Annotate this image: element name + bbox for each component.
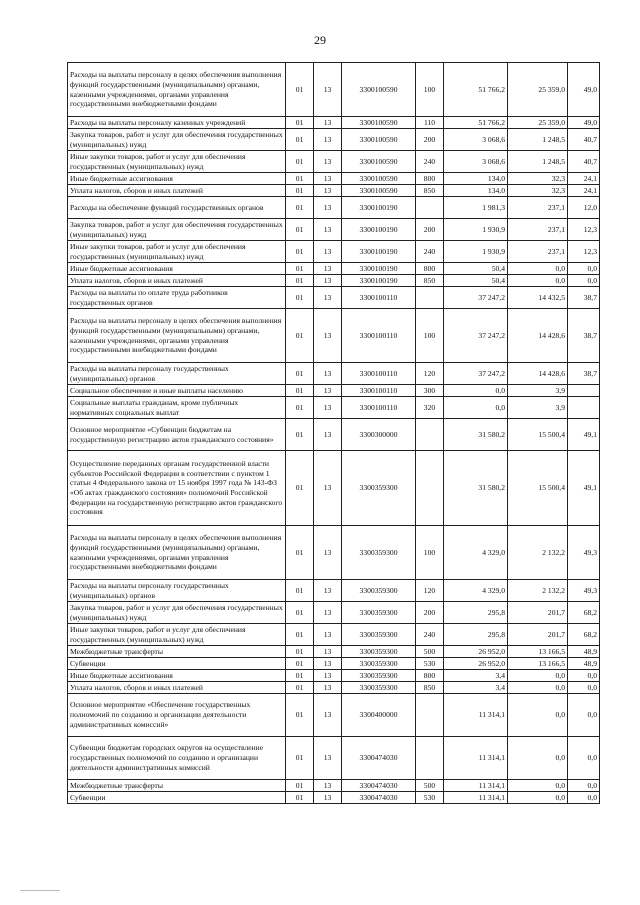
row-percent: 49,3 — [568, 580, 600, 602]
row-executed-amount: 3,9 — [508, 397, 568, 419]
row-plan-amount: 37 247,2 — [444, 287, 508, 309]
row-plan-amount: 11 314,1 — [444, 694, 508, 737]
row-plan-amount: 4 329,0 — [444, 526, 508, 580]
row-target-code: 3300474030 — [342, 737, 416, 780]
row-executed-amount: 25 359,0 — [508, 63, 568, 117]
row-target-code: 3300100590 — [342, 63, 416, 117]
row-executed-amount: 14 428,6 — [508, 363, 568, 385]
row-subsection: 13 — [314, 397, 342, 419]
row-name: Расходы на выплаты персоналу в целях обеспечения выполнения функций государственными (муниципальными) органами, казенными учреждениями, органами управления государственными внебюджетными фондами — [68, 526, 286, 580]
row-executed-amount: 13 166,5 — [508, 646, 568, 658]
row-subsection: 13 — [314, 185, 342, 197]
row-plan-amount: 51 766,2 — [444, 117, 508, 129]
row-executed-amount: 0,0 — [508, 682, 568, 694]
row-target-code: 3300100110 — [342, 397, 416, 419]
row-plan-amount: 0,0 — [444, 385, 508, 397]
row-plan-amount: 11 314,1 — [444, 780, 508, 792]
row-section: 01 — [286, 602, 314, 624]
row-executed-amount: 0,0 — [508, 670, 568, 682]
row-executed-amount: 201,7 — [508, 602, 568, 624]
row-target-code: 3300359300 — [342, 451, 416, 526]
row-name: Межбюджетные трансферты — [68, 780, 286, 792]
row-expense-type: 240 — [416, 151, 444, 173]
row-section: 01 — [286, 185, 314, 197]
row-expense-type: 200 — [416, 602, 444, 624]
row-name: Уплата налогов, сборов и иных платежей — [68, 185, 286, 197]
row-percent: 49,0 — [568, 117, 600, 129]
row-plan-amount: 3 068,6 — [444, 129, 508, 151]
row-name: Субвенции — [68, 792, 286, 804]
row-subsection: 13 — [314, 309, 342, 363]
row-percent: 0,0 — [568, 780, 600, 792]
row-executed-amount: 15 500,4 — [508, 451, 568, 526]
row-section: 01 — [286, 737, 314, 780]
row-expense-type: 500 — [416, 646, 444, 658]
row-name: Основное мероприятие «Обеспечение государственных полномочий по созданию и организации деятельности административных комиссий» — [68, 694, 286, 737]
row-section: 01 — [286, 624, 314, 646]
row-target-code: 3300359300 — [342, 624, 416, 646]
table-row — [68, 275, 600, 287]
row-target-code: 3300100110 — [342, 287, 416, 309]
row-plan-amount: 37 247,2 — [444, 363, 508, 385]
row-name: Закупка товаров, работ и услуг для обеспечения государственных (муниципальных) нужд — [68, 219, 286, 241]
row-executed-amount: 0,0 — [508, 694, 568, 737]
table-row — [68, 241, 600, 263]
row-subsection: 13 — [314, 173, 342, 185]
row-name: Иные закупки товаров, работ и услуг для обеспечения государственных (муниципальных) нужд — [68, 624, 286, 646]
row-expense-type: 100 — [416, 309, 444, 363]
row-plan-amount: 26 952,0 — [444, 646, 508, 658]
row-executed-amount: 237,1 — [508, 219, 568, 241]
row-name: Уплата налогов, сборов и иных платежей — [68, 275, 286, 287]
row-percent: 38,7 — [568, 287, 600, 309]
row-subsection: 13 — [314, 151, 342, 173]
row-target-code: 3300100590 — [342, 117, 416, 129]
row-executed-amount: 237,1 — [508, 241, 568, 263]
row-section: 01 — [286, 658, 314, 670]
row-name: Межбюджетные трансферты — [68, 646, 286, 658]
row-plan-amount: 11 314,1 — [444, 792, 508, 804]
row-expense-type — [416, 451, 444, 526]
table-row — [68, 117, 600, 129]
row-plan-amount: 1 981,3 — [444, 197, 508, 219]
row-name: Субвенции бюджетам городских округов на осуществление государственных полномочий по созданию и организации деятельности административных комиссий — [68, 737, 286, 780]
row-subsection: 13 — [314, 419, 342, 451]
row-target-code: 3300359300 — [342, 646, 416, 658]
row-target-code: 3300100590 — [342, 129, 416, 151]
row-target-code: 3300100190 — [342, 197, 416, 219]
table-row — [68, 197, 600, 219]
row-executed-amount: 32,3 — [508, 173, 568, 185]
table-row — [68, 658, 600, 670]
row-expense-type: 800 — [416, 263, 444, 275]
row-target-code: 3300359300 — [342, 658, 416, 670]
row-expense-type: 120 — [416, 580, 444, 602]
row-percent: 0,0 — [568, 682, 600, 694]
row-target-code: 3300100190 — [342, 263, 416, 275]
row-subsection: 13 — [314, 682, 342, 694]
row-section: 01 — [286, 129, 314, 151]
row-subsection: 13 — [314, 451, 342, 526]
row-subsection: 13 — [314, 670, 342, 682]
row-name: Закупка товаров, работ и услуг для обеспечения государственных (муниципальных) нужд — [68, 602, 286, 624]
row-subsection: 13 — [314, 197, 342, 219]
row-percent: 0,0 — [568, 792, 600, 804]
row-executed-amount: 201,7 — [508, 624, 568, 646]
row-executed-amount: 13 166,5 — [508, 658, 568, 670]
row-executed-amount: 1 248,5 — [508, 129, 568, 151]
row-percent: 24,1 — [568, 173, 600, 185]
table-row — [68, 309, 600, 363]
row-section: 01 — [286, 173, 314, 185]
row-section: 01 — [286, 694, 314, 737]
row-section: 01 — [286, 397, 314, 419]
row-plan-amount: 11 314,1 — [444, 737, 508, 780]
table-row — [68, 219, 600, 241]
row-target-code: 3300100190 — [342, 241, 416, 263]
row-executed-amount: 2 132,2 — [508, 580, 568, 602]
row-executed-amount: 0,0 — [508, 780, 568, 792]
row-plan-amount: 50,4 — [444, 275, 508, 287]
table-row — [68, 580, 600, 602]
row-section: 01 — [286, 117, 314, 129]
row-name: Уплата налогов, сборов и иных платежей — [68, 682, 286, 694]
row-section: 01 — [286, 792, 314, 804]
row-expense-type: 500 — [416, 780, 444, 792]
row-expense-type — [416, 419, 444, 451]
row-subsection: 13 — [314, 602, 342, 624]
row-expense-type: 800 — [416, 173, 444, 185]
row-expense-type — [416, 287, 444, 309]
row-subsection: 13 — [314, 363, 342, 385]
table-row — [68, 682, 600, 694]
row-subsection: 13 — [314, 658, 342, 670]
row-subsection: 13 — [314, 219, 342, 241]
row-name: Иные закупки товаров, работ и услуг для обеспечения государственных (муниципальных) нужд — [68, 241, 286, 263]
row-expense-type: 120 — [416, 363, 444, 385]
row-percent: 48,9 — [568, 658, 600, 670]
row-expense-type: 530 — [416, 792, 444, 804]
row-target-code: 3300100110 — [342, 385, 416, 397]
table-row — [68, 646, 600, 658]
row-target-code: 3300400000 — [342, 694, 416, 737]
row-name: Расходы на выплаты персоналу в целях обеспечения выполнения функций государственными (муниципальными) органами, казенными учреждениями, органами управления государственными внебюджетными фондами — [68, 309, 286, 363]
row-executed-amount: 0,0 — [508, 275, 568, 287]
row-expense-type: 240 — [416, 241, 444, 263]
table-row — [68, 185, 600, 197]
table-row — [68, 737, 600, 780]
row-target-code: 3300100590 — [342, 185, 416, 197]
row-plan-amount: 3,4 — [444, 682, 508, 694]
row-subsection: 13 — [314, 694, 342, 737]
row-plan-amount: 31 580,2 — [444, 451, 508, 526]
row-subsection: 13 — [314, 63, 342, 117]
row-percent: 0,0 — [568, 670, 600, 682]
row-name: Иные закупки товаров, работ и услуг для обеспечения государственных (муниципальных) нужд — [68, 151, 286, 173]
row-executed-amount: 0,0 — [508, 263, 568, 275]
row-target-code: 3300100190 — [342, 275, 416, 287]
table-row — [68, 526, 600, 580]
row-plan-amount: 37 247,2 — [444, 309, 508, 363]
row-name: Расходы на выплаты персоналу государственных (муниципальных) органов — [68, 580, 286, 602]
row-plan-amount: 0,0 — [444, 397, 508, 419]
row-percent — [568, 397, 600, 419]
row-expense-type: 200 — [416, 129, 444, 151]
row-executed-amount: 0,0 — [508, 792, 568, 804]
row-target-code: 3300359300 — [342, 670, 416, 682]
row-name: Иные бюджетные ассигнования — [68, 670, 286, 682]
row-subsection: 13 — [314, 241, 342, 263]
table-row — [68, 780, 600, 792]
row-target-code: 3300300000 — [342, 419, 416, 451]
row-expense-type: 800 — [416, 670, 444, 682]
row-target-code: 3300100110 — [342, 363, 416, 385]
row-section: 01 — [286, 287, 314, 309]
row-plan-amount: 3,4 — [444, 670, 508, 682]
row-plan-amount: 26 952,0 — [444, 658, 508, 670]
row-name: Расходы на обеспечение функций государственных органов — [68, 197, 286, 219]
row-subsection: 13 — [314, 129, 342, 151]
row-subsection: 13 — [314, 780, 342, 792]
row-subsection: 13 — [314, 646, 342, 658]
row-name: Расходы на выплаты персоналу казенных учреждений — [68, 117, 286, 129]
row-subsection: 13 — [314, 287, 342, 309]
row-section: 01 — [286, 385, 314, 397]
row-subsection: 13 — [314, 385, 342, 397]
row-target-code: 3300359300 — [342, 580, 416, 602]
table-row — [68, 173, 600, 185]
row-plan-amount: 3 068,6 — [444, 151, 508, 173]
row-plan-amount: 295,8 — [444, 602, 508, 624]
row-plan-amount: 134,0 — [444, 185, 508, 197]
table-row — [68, 694, 600, 737]
table-row — [68, 397, 600, 419]
row-percent: 0,0 — [568, 694, 600, 737]
row-executed-amount: 2 132,2 — [508, 526, 568, 580]
row-name: Социальное обеспечение и иные выплаты населению — [68, 385, 286, 397]
row-plan-amount: 31 580,2 — [444, 419, 508, 451]
row-percent: 68,2 — [568, 624, 600, 646]
table-row — [68, 792, 600, 804]
row-name: Расходы на выплаты персоналу государственных (муниципальных) органов — [68, 363, 286, 385]
row-subsection: 13 — [314, 117, 342, 129]
row-section: 01 — [286, 682, 314, 694]
row-target-code: 3300359300 — [342, 526, 416, 580]
row-expense-type: 200 — [416, 219, 444, 241]
row-plan-amount: 134,0 — [444, 173, 508, 185]
row-expense-type: 850 — [416, 682, 444, 694]
row-target-code: 3300359300 — [342, 602, 416, 624]
row-executed-amount: 15 500,4 — [508, 419, 568, 451]
row-percent: 0,0 — [568, 275, 600, 287]
row-percent: 49,1 — [568, 419, 600, 451]
row-target-code: 3300100190 — [342, 219, 416, 241]
row-section: 01 — [286, 63, 314, 117]
row-percent: 12,3 — [568, 241, 600, 263]
row-section: 01 — [286, 451, 314, 526]
row-section: 01 — [286, 780, 314, 792]
row-percent: 40,7 — [568, 151, 600, 173]
row-section: 01 — [286, 151, 314, 173]
row-section: 01 — [286, 219, 314, 241]
row-section: 01 — [286, 419, 314, 451]
table-row — [68, 151, 600, 173]
row-name: Иные бюджетные ассигнования — [68, 173, 286, 185]
row-section: 01 — [286, 275, 314, 287]
row-plan-amount: 295,8 — [444, 624, 508, 646]
row-percent: 48,9 — [568, 646, 600, 658]
row-target-code: 3300359300 — [342, 682, 416, 694]
row-executed-amount: 14 428,6 — [508, 309, 568, 363]
row-percent: 40,7 — [568, 129, 600, 151]
row-plan-amount: 50,4 — [444, 263, 508, 275]
row-name: Расходы на выплаты по оплате труда работников государственных органов — [68, 287, 286, 309]
row-target-code: 3300100110 — [342, 309, 416, 363]
row-target-code: 3300100590 — [342, 173, 416, 185]
row-section: 01 — [286, 580, 314, 602]
row-name: Осуществление переданных органам государственной власти субъектов Российской Федерации в соответствии с пунктом 1 статьи 4 Федерального закона от 15 ноября 1997 года № 143-ФЗ «Об актах гражданского состояния» полномочий Российской Федерации на государственную регистрацию актов гражданского состояния — [68, 451, 286, 526]
row-plan-amount: 1 930,9 — [444, 241, 508, 263]
row-section: 01 — [286, 309, 314, 363]
row-percent: 49,3 — [568, 526, 600, 580]
row-percent: 0,0 — [568, 737, 600, 780]
table-row — [68, 419, 600, 451]
row-section: 01 — [286, 197, 314, 219]
row-executed-amount: 25 359,0 — [508, 117, 568, 129]
row-percent: 12,0 — [568, 197, 600, 219]
row-name: Субвенции — [68, 658, 286, 670]
table-row — [68, 363, 600, 385]
table-row — [68, 624, 600, 646]
row-subsection: 13 — [314, 263, 342, 275]
row-section: 01 — [286, 646, 314, 658]
row-percent: 68,2 — [568, 602, 600, 624]
row-percent: 49,1 — [568, 451, 600, 526]
page-number: 29 — [314, 33, 326, 47]
table-row — [68, 670, 600, 682]
row-target-code: 3300474030 — [342, 780, 416, 792]
row-executed-amount: 3,9 — [508, 385, 568, 397]
row-name: Социальные выплаты гражданам, кроме публичных нормативных социальных выплат — [68, 397, 286, 419]
row-subsection: 13 — [314, 737, 342, 780]
row-expense-type: 240 — [416, 624, 444, 646]
budget-table — [67, 62, 600, 804]
row-expense-type: 100 — [416, 526, 444, 580]
row-subsection: 13 — [314, 624, 342, 646]
row-expense-type: 530 — [416, 658, 444, 670]
row-target-code: 3300100590 — [342, 151, 416, 173]
scan-artifact — [20, 890, 60, 891]
row-plan-amount: 4 329,0 — [444, 580, 508, 602]
row-name: Иные бюджетные ассигнования — [68, 263, 286, 275]
row-expense-type: 110 — [416, 117, 444, 129]
row-subsection: 13 — [314, 526, 342, 580]
table-row — [68, 263, 600, 275]
row-expense-type: 850 — [416, 185, 444, 197]
row-percent: 12,3 — [568, 219, 600, 241]
table-row — [68, 385, 600, 397]
row-section: 01 — [286, 363, 314, 385]
row-percent — [568, 385, 600, 397]
row-expense-type — [416, 694, 444, 737]
row-target-code: 3300474030 — [342, 792, 416, 804]
table-row — [68, 451, 600, 526]
row-section: 01 — [286, 263, 314, 275]
table-row — [68, 129, 600, 151]
row-subsection: 13 — [314, 580, 342, 602]
row-section: 01 — [286, 526, 314, 580]
row-expense-type: 300 — [416, 385, 444, 397]
row-plan-amount: 51 766,2 — [444, 63, 508, 117]
row-executed-amount: 14 432,5 — [508, 287, 568, 309]
row-percent: 24,1 — [568, 185, 600, 197]
row-percent: 0,0 — [568, 263, 600, 275]
table-row — [68, 287, 600, 309]
row-executed-amount: 237,1 — [508, 197, 568, 219]
row-subsection: 13 — [314, 275, 342, 287]
row-expense-type: 320 — [416, 397, 444, 419]
row-expense-type — [416, 737, 444, 780]
row-section: 01 — [286, 241, 314, 263]
row-expense-type — [416, 197, 444, 219]
row-percent: 49,0 — [568, 63, 600, 117]
row-plan-amount: 1 930,9 — [444, 219, 508, 241]
row-name: Закупка товаров, работ и услуг для обеспечения государственных (муниципальных) нужд — [68, 129, 286, 151]
row-subsection: 13 — [314, 792, 342, 804]
table-row — [68, 63, 600, 117]
table-row — [68, 602, 600, 624]
row-expense-type: 850 — [416, 275, 444, 287]
row-percent: 38,7 — [568, 309, 600, 363]
row-section: 01 — [286, 670, 314, 682]
row-executed-amount: 32,3 — [508, 185, 568, 197]
row-executed-amount: 0,0 — [508, 737, 568, 780]
row-percent: 38,7 — [568, 363, 600, 385]
row-executed-amount: 1 248,5 — [508, 151, 568, 173]
row-name: Расходы на выплаты персоналу в целях обеспечения выполнения функций государственными (муниципальными) органами, казенными учреждениями, органами управления государственными внебюджетными фондами — [68, 63, 286, 117]
row-name: Основное мероприятие «Субвенции бюджетам на государственную регистрацию актов гражданского состояния» — [68, 419, 286, 451]
row-expense-type: 100 — [416, 63, 444, 117]
